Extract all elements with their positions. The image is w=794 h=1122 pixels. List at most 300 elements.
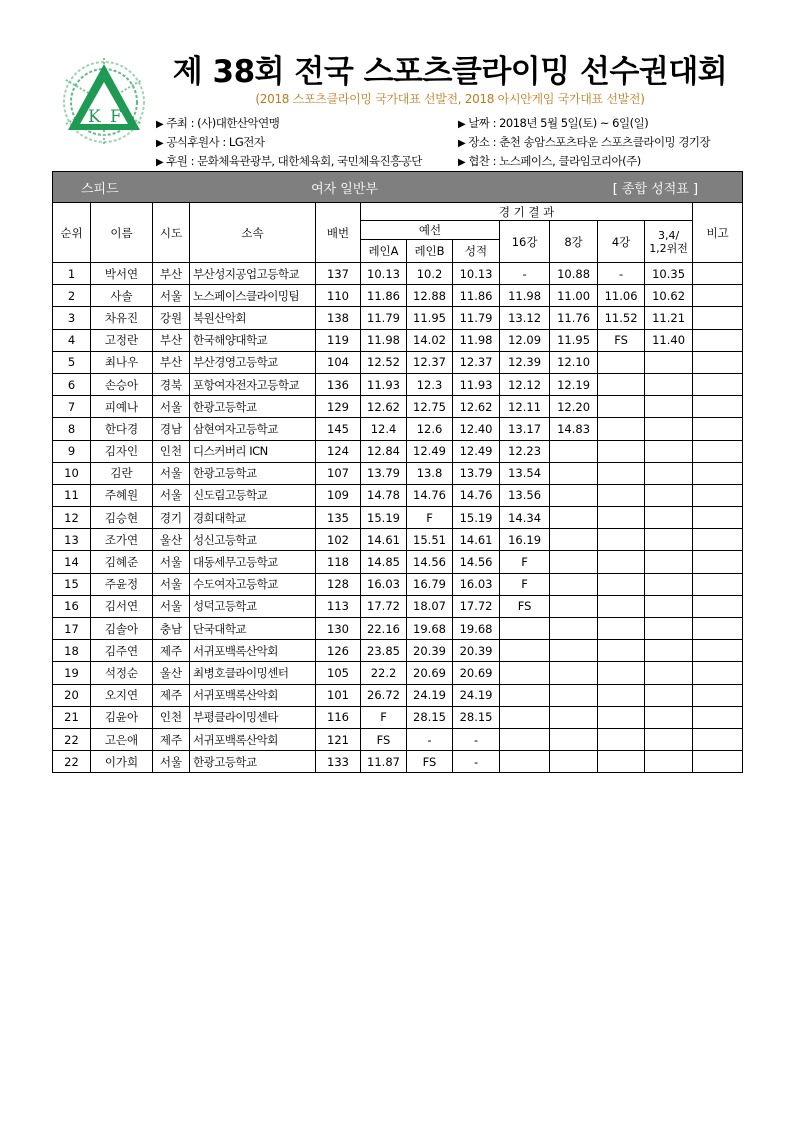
cell-lane-b: - <box>407 728 453 750</box>
cell-round8 <box>550 662 598 684</box>
cell-affiliation: 신도림고등학교 <box>190 484 316 506</box>
cell-lane-b: 19.68 <box>407 618 453 640</box>
cell-bib: 109 <box>316 484 361 506</box>
page-title: 제 38회 전국 스포츠클라이밍 선수권대회 <box>172 54 728 90</box>
cell-lane-a: 12.4 <box>361 418 407 440</box>
cell-round16 <box>500 706 550 728</box>
cell-rank: 4 <box>53 329 91 351</box>
cell-bib: 116 <box>316 706 361 728</box>
cell-rank: 20 <box>53 684 91 706</box>
cell-bib: 124 <box>316 440 361 462</box>
cell-rank: 16 <box>53 595 91 617</box>
cell-affiliation: 노스페이스클라이밍팀 <box>190 285 316 307</box>
cell-name: 김주연 <box>91 640 153 662</box>
cell-finals <box>645 484 693 506</box>
cell-best: 12.37 <box>453 351 500 373</box>
cell-name: 최나우 <box>91 351 153 373</box>
cell-best: - <box>453 728 500 750</box>
cell-note <box>693 662 743 684</box>
table-row <box>53 329 743 351</box>
cell-note <box>693 640 743 662</box>
cell-round8: 14.83 <box>550 418 598 440</box>
cell-name: 한다경 <box>91 418 153 440</box>
cell-note <box>693 418 743 440</box>
cell-lane-b: 12.37 <box>407 351 453 373</box>
cell-name: 김자인 <box>91 440 153 462</box>
cell-bib: 138 <box>316 307 361 329</box>
cell-finals <box>645 462 693 484</box>
cell-name: 손승아 <box>91 373 153 395</box>
cell-note <box>693 507 743 529</box>
cell-name: 김솔아 <box>91 618 153 640</box>
col-name: 이름 <box>91 203 153 263</box>
cell-note <box>693 484 743 506</box>
cell-affiliation: 포항여자전자고등학교 <box>190 373 316 395</box>
cell-finals <box>645 418 693 440</box>
cell-lane-a: 11.79 <box>361 307 407 329</box>
col-results: 경 기 결 과 <box>361 203 693 221</box>
cell-note <box>693 263 743 285</box>
cell-round8: 12.19 <box>550 373 598 395</box>
table-row <box>53 285 743 307</box>
report-label: [ 종합 성적표 ] <box>500 172 743 203</box>
cell-lane-b: 14.56 <box>407 551 453 573</box>
cell-round4 <box>598 618 645 640</box>
cell-best: 17.72 <box>453 595 500 617</box>
cell-round8 <box>550 706 598 728</box>
cell-round4 <box>598 640 645 662</box>
cell-finals <box>645 684 693 706</box>
cell-round4 <box>598 507 645 529</box>
table-row <box>53 728 743 750</box>
cell-affiliation: 디스커버리 ICN <box>190 440 316 462</box>
cell-bib: 104 <box>316 351 361 373</box>
snowflake-emblem-icon <box>58 52 150 148</box>
bullet-triangle-icon: ▶ <box>156 119 164 130</box>
logo-letter-k: K <box>88 107 101 127</box>
cell-lane-b: 11.95 <box>407 307 453 329</box>
table-row <box>53 684 743 706</box>
cell-finals <box>645 595 693 617</box>
cell-round8: 12.20 <box>550 396 598 418</box>
cell-rank: 2 <box>53 285 91 307</box>
cell-lane-a: 11.98 <box>361 329 407 351</box>
cell-name: 이가희 <box>91 751 153 773</box>
cell-lane-b: 20.39 <box>407 640 453 662</box>
cell-region: 부산 <box>153 263 190 285</box>
cell-round8 <box>550 595 598 617</box>
cell-bib: 133 <box>316 751 361 773</box>
cell-rank: 18 <box>53 640 91 662</box>
cell-region: 충남 <box>153 618 190 640</box>
cell-round8 <box>550 507 598 529</box>
col-rank: 순위 <box>53 203 91 263</box>
cell-round16: 11.98 <box>500 285 550 307</box>
cell-note <box>693 329 743 351</box>
cell-lane-b: 18.07 <box>407 595 453 617</box>
cell-note <box>693 573 743 595</box>
cell-rank: 3 <box>53 307 91 329</box>
cell-round4 <box>598 573 645 595</box>
cell-round4 <box>598 484 645 506</box>
info-host: ▶ 주최 : (사)대한산악연맹 <box>156 116 280 130</box>
cell-bib: 121 <box>316 728 361 750</box>
cell-round16: 12.39 <box>500 351 550 373</box>
cell-name: 조가연 <box>91 529 153 551</box>
cell-note <box>693 595 743 617</box>
cell-round4: 11.52 <box>598 307 645 329</box>
cell-rank: 7 <box>53 396 91 418</box>
cell-lane-a: F <box>361 706 407 728</box>
cell-round8 <box>550 440 598 462</box>
cell-round4 <box>598 728 645 750</box>
category-band <box>53 172 743 203</box>
cell-lane-a: 23.85 <box>361 640 407 662</box>
cell-finals <box>645 551 693 573</box>
cell-name: 석정순 <box>91 662 153 684</box>
cell-lane-b: 15.51 <box>407 529 453 551</box>
col-note: 비고 <box>693 203 743 263</box>
cell-finals <box>645 728 693 750</box>
cell-lane-b: 12.3 <box>407 373 453 395</box>
cell-name: 고정란 <box>91 329 153 351</box>
cell-affiliation: 성신고등학교 <box>190 529 316 551</box>
table-row <box>53 462 743 484</box>
cell-lane-b: 12.88 <box>407 285 453 307</box>
cell-lane-b: 24.19 <box>407 684 453 706</box>
table-row <box>53 307 743 329</box>
cell-round16: 12.09 <box>500 329 550 351</box>
cell-round16: FS <box>500 595 550 617</box>
table-row <box>53 618 743 640</box>
header-row-1 <box>53 203 743 221</box>
cell-finals <box>645 706 693 728</box>
cell-region: 제주 <box>153 728 190 750</box>
cell-lane-a: 12.84 <box>361 440 407 462</box>
cell-lane-a: 14.85 <box>361 551 407 573</box>
cell-rank: 12 <box>53 507 91 529</box>
cell-finals <box>645 351 693 373</box>
table-row <box>53 751 743 773</box>
cell-name: 사솔 <box>91 285 153 307</box>
cell-rank: 6 <box>53 373 91 395</box>
cell-bib: 128 <box>316 573 361 595</box>
cell-rank: 19 <box>53 662 91 684</box>
cell-finals: 10.62 <box>645 285 693 307</box>
cell-round4 <box>598 529 645 551</box>
cell-affiliation: 한광고등학교 <box>190 462 316 484</box>
cell-finals <box>645 373 693 395</box>
cell-finals <box>645 751 693 773</box>
table-row <box>53 529 743 551</box>
cell-name: 김란 <box>91 462 153 484</box>
cell-bib: 107 <box>316 462 361 484</box>
cell-rank: 9 <box>53 440 91 462</box>
cell-finals: 10.35 <box>645 263 693 285</box>
cell-region: 인천 <box>153 706 190 728</box>
cell-affiliation: 한광고등학교 <box>190 396 316 418</box>
cell-finals <box>645 662 693 684</box>
info-support: ▶ 후원 : 문화체육관광부, 대한체육회, 국민체육진흥공단 <box>156 154 422 168</box>
cell-round8: 11.00 <box>550 285 598 307</box>
cell-best: 12.62 <box>453 396 500 418</box>
cell-region: 서울 <box>153 484 190 506</box>
cell-round4 <box>598 351 645 373</box>
cell-round16: 12.11 <box>500 396 550 418</box>
cell-finals <box>645 529 693 551</box>
cell-lane-a: 11.86 <box>361 285 407 307</box>
cell-lane-b: 12.75 <box>407 396 453 418</box>
cell-best: 10.13 <box>453 263 500 285</box>
cell-round8 <box>550 484 598 506</box>
cell-note <box>693 285 743 307</box>
cell-lane-a: 13.79 <box>361 462 407 484</box>
bullet-triangle-icon: ▶ <box>458 157 466 168</box>
cell-round4 <box>598 418 645 440</box>
cell-region: 강원 <box>153 307 190 329</box>
cell-lane-a: 22.2 <box>361 662 407 684</box>
cell-note <box>693 728 743 750</box>
cell-round16: 13.12 <box>500 307 550 329</box>
cell-round16: F <box>500 551 550 573</box>
table-row <box>53 440 743 462</box>
cell-note <box>693 529 743 551</box>
cell-region: 서울 <box>153 573 190 595</box>
cell-rank: 5 <box>53 351 91 373</box>
cell-round8: 11.76 <box>550 307 598 329</box>
cell-note <box>693 307 743 329</box>
cell-finals <box>645 440 693 462</box>
cell-bib: 145 <box>316 418 361 440</box>
cell-round8 <box>550 551 598 573</box>
cell-lane-a: 14.78 <box>361 484 407 506</box>
cell-name: 주혜원 <box>91 484 153 506</box>
cell-rank: 14 <box>53 551 91 573</box>
cell-bib: 110 <box>316 285 361 307</box>
cell-rank: 21 <box>53 706 91 728</box>
cell-round4 <box>598 706 645 728</box>
cell-region: 서울 <box>153 751 190 773</box>
table-row <box>53 418 743 440</box>
table-row <box>53 351 743 373</box>
cell-affiliation: 서귀포백록산악회 <box>190 640 316 662</box>
info-venue: ▶ 장소 : 춘천 송암스포츠타운 스포츠클라이밍 경기장 <box>458 135 711 149</box>
cell-bib: 130 <box>316 618 361 640</box>
cell-round16: - <box>500 263 550 285</box>
cell-round4 <box>598 595 645 617</box>
cell-bib: 137 <box>316 263 361 285</box>
cell-round4 <box>598 373 645 395</box>
col-bib: 배번 <box>316 203 361 263</box>
cell-round16 <box>500 684 550 706</box>
cell-bib: 119 <box>316 329 361 351</box>
cell-rank: 10 <box>53 462 91 484</box>
col-lane-b: 레인B <box>407 240 453 263</box>
cell-best: 14.56 <box>453 551 500 573</box>
cell-region: 경기 <box>153 507 190 529</box>
cell-name: 김서연 <box>91 595 153 617</box>
info-sponsor: ▶ 공식후원사 : LG전자 <box>156 135 265 149</box>
cell-best: 15.19 <box>453 507 500 529</box>
bullet-triangle-icon: ▶ <box>156 138 164 149</box>
col-affiliation: 소속 <box>190 203 316 263</box>
cell-region: 인천 <box>153 440 190 462</box>
cell-lane-a: 12.62 <box>361 396 407 418</box>
cell-best: 11.98 <box>453 329 500 351</box>
cell-rank: 15 <box>53 573 91 595</box>
cell-lane-a: 26.72 <box>361 684 407 706</box>
cell-round8 <box>550 573 598 595</box>
cell-round16 <box>500 751 550 773</box>
results-body <box>53 263 743 773</box>
cell-bib: 135 <box>316 507 361 529</box>
cell-round8 <box>550 462 598 484</box>
logo-letter-f: F <box>110 107 122 127</box>
cell-round8: 12.10 <box>550 351 598 373</box>
cell-note <box>693 706 743 728</box>
col-best: 성적 <box>453 240 500 263</box>
cell-affiliation: 수도여자고등학교 <box>190 573 316 595</box>
cell-region: 울산 <box>153 662 190 684</box>
cell-name: 피예나 <box>91 396 153 418</box>
table-row <box>53 573 743 595</box>
cell-round4 <box>598 684 645 706</box>
cell-round16: 12.12 <box>500 373 550 395</box>
cell-round4 <box>598 751 645 773</box>
cell-round8 <box>550 684 598 706</box>
info-cosponsor: ▶ 협찬 : 노스페이스, 클라임코리아(주) <box>458 154 641 168</box>
cell-affiliation: 한광고등학교 <box>190 751 316 773</box>
cell-round8 <box>550 751 598 773</box>
cell-bib: 105 <box>316 662 361 684</box>
cell-best: 11.86 <box>453 285 500 307</box>
cell-lane-a: FS <box>361 728 407 750</box>
cell-finals <box>645 507 693 529</box>
cell-lane-a: 11.87 <box>361 751 407 773</box>
cell-lane-b: 13.8 <box>407 462 453 484</box>
table-row <box>53 640 743 662</box>
cell-affiliation: 대동세무고등학교 <box>190 551 316 573</box>
cell-lane-b: 14.02 <box>407 329 453 351</box>
cell-round16 <box>500 618 550 640</box>
cell-best: 14.76 <box>453 484 500 506</box>
cell-best: 11.93 <box>453 373 500 395</box>
cell-round4 <box>598 551 645 573</box>
cell-note <box>693 618 743 640</box>
cell-round4 <box>598 462 645 484</box>
cell-name: 김윤아 <box>91 706 153 728</box>
cell-region: 경북 <box>153 373 190 395</box>
cell-lane-b: FS <box>407 751 453 773</box>
table-row <box>53 373 743 395</box>
col-round8: 8강 <box>550 221 598 263</box>
cell-region: 서울 <box>153 551 190 573</box>
cell-region: 부산 <box>153 351 190 373</box>
cell-best: 20.39 <box>453 640 500 662</box>
table-row <box>53 484 743 506</box>
cell-round16: 12.23 <box>500 440 550 462</box>
category-label: 여자 일반부 <box>190 172 500 203</box>
cell-rank: 17 <box>53 618 91 640</box>
cell-round16 <box>500 640 550 662</box>
cell-region: 서울 <box>153 462 190 484</box>
cell-lane-b: 16.79 <box>407 573 453 595</box>
cell-best: 20.69 <box>453 662 500 684</box>
event-label: 스피드 <box>53 172 190 203</box>
cell-best: 13.79 <box>453 462 500 484</box>
cell-name: 김혜준 <box>91 551 153 573</box>
cell-affiliation: 북원산악회 <box>190 307 316 329</box>
cell-lane-a: 12.52 <box>361 351 407 373</box>
bullet-triangle-icon: ▶ <box>458 119 466 130</box>
cell-lane-a: 16.03 <box>361 573 407 595</box>
cell-round8 <box>550 529 598 551</box>
cell-region: 서울 <box>153 396 190 418</box>
cell-name: 김승현 <box>91 507 153 529</box>
cell-region: 서울 <box>153 595 190 617</box>
cell-region: 서울 <box>153 285 190 307</box>
table-row <box>53 595 743 617</box>
cell-round16: 13.56 <box>500 484 550 506</box>
cell-best: 11.79 <box>453 307 500 329</box>
cell-lane-a: 17.72 <box>361 595 407 617</box>
cell-best: 16.03 <box>453 573 500 595</box>
cell-note <box>693 462 743 484</box>
cell-affiliation: 부산성지공업고등학교 <box>190 263 316 285</box>
cell-lane-b: 20.69 <box>407 662 453 684</box>
cell-round8 <box>550 640 598 662</box>
col-finals: 3,4/ 1,2위전 <box>645 221 693 263</box>
cell-region: 제주 <box>153 640 190 662</box>
cell-best: 12.40 <box>453 418 500 440</box>
cell-affiliation: 부평클라이밍센타 <box>190 706 316 728</box>
cell-region: 경남 <box>153 418 190 440</box>
cell-lane-b: F <box>407 507 453 529</box>
cell-round8 <box>550 618 598 640</box>
table-row <box>53 706 743 728</box>
cell-rank: 22 <box>53 728 91 750</box>
cell-round16 <box>500 662 550 684</box>
cell-round4: FS <box>598 329 645 351</box>
table-row <box>53 551 743 573</box>
table-row <box>53 507 743 529</box>
cell-region: 제주 <box>153 684 190 706</box>
cell-affiliation: 성덕고등학교 <box>190 595 316 617</box>
cell-lane-b: 10.2 <box>407 263 453 285</box>
cell-round16: 13.17 <box>500 418 550 440</box>
cell-affiliation: 서귀포백록산악회 <box>190 684 316 706</box>
cell-round4 <box>598 440 645 462</box>
cell-round16: F <box>500 573 550 595</box>
cell-rank: 13 <box>53 529 91 551</box>
cell-round8: 11.95 <box>550 329 598 351</box>
cell-note <box>693 440 743 462</box>
cell-rank: 8 <box>53 418 91 440</box>
cell-lane-b: 28.15 <box>407 706 453 728</box>
cell-name: 박서연 <box>91 263 153 285</box>
cell-best: 28.15 <box>453 706 500 728</box>
cell-round4 <box>598 396 645 418</box>
col-qualification: 예선 <box>361 221 500 240</box>
cell-name: 고은애 <box>91 728 153 750</box>
cell-name: 차유진 <box>91 307 153 329</box>
cell-lane-b: 12.6 <box>407 418 453 440</box>
cell-round8 <box>550 728 598 750</box>
cell-lane-a: 14.61 <box>361 529 407 551</box>
cell-finals <box>645 396 693 418</box>
table-row <box>53 263 743 285</box>
cell-rank: 22 <box>53 751 91 773</box>
